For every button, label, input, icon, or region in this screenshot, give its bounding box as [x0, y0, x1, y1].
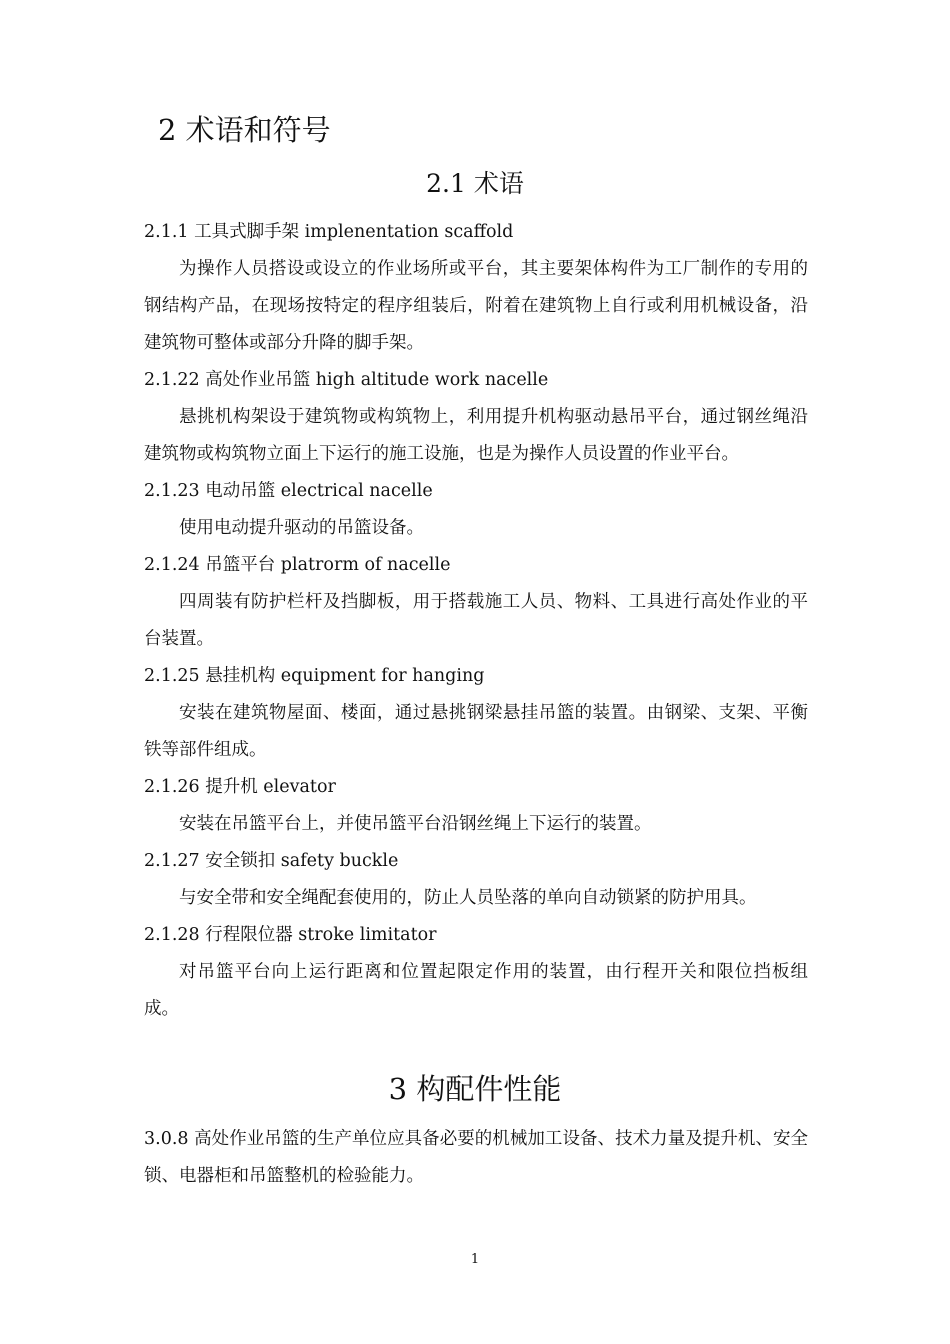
section-title: 2.1 术语: [426, 169, 524, 198]
term-definition: 对吊篮平台向上运行距离和位置起限定作用的装置，由行程开关和限位挡板组成。: [144, 962, 808, 1019]
term-heading: 2.1.23 电动吊篮 electrical nacelle: [144, 481, 433, 501]
term-heading: 2.1.26 提升机 elevator: [144, 777, 336, 797]
term-definition: 为操作人员搭设或设立的作业场所或平台，其主要架体构件为工厂制作的专用的钢结构产品，在现场按特定的程序组装后，附着在建筑物上自行或利用机械设备，沿建筑物可整体或部分升降的脚手架。: [144, 259, 808, 353]
term-heading: 2.1.28 行程限位器 stroke limitator: [144, 925, 437, 945]
clause-text: 3.0.8 高处作业吊篮的生产单位应具备必要的机械加工设备、技术力量及提升机、安全锁、电器柜和吊篮整机的检验能力。: [144, 1129, 808, 1186]
chapter-title: 2 术语和符号: [158, 113, 331, 147]
term-definition: 安装在吊篮平台上，并使吊篮平台沿钢丝绳上下运行的装置。: [179, 814, 652, 834]
chapter-title: 3 构配件性能: [388, 1072, 562, 1106]
terms-list: [144, 214, 808, 1028]
term-heading: 2.1.25 悬挂机构 equipment for hanging: [144, 666, 485, 686]
term-heading: 2.1.27 安全锁扣 safety buckle: [144, 851, 399, 871]
term-definition: 悬挑机构架设于建筑物或构筑物上，利用提升机构驱动悬吊平台，通过钢丝绳沿建筑物或构筑物立面上下运行的施工设施，也是为操作人员设置的作业平台。: [144, 407, 808, 464]
term-heading: 2.1.22 高处作业吊篮 high altitude work nacelle: [144, 370, 549, 390]
term-definition: 与安全带和安全绳配套使用的，防止人员坠落的单向自动锁紧的防护用具。: [179, 888, 757, 908]
term-heading: 2.1.1 工具式脚手架 implenentation scaffold: [144, 222, 514, 242]
term-heading: 2.1.24 吊篮平台 platrorm of nacelle: [144, 555, 451, 575]
term-definition: 四周装有防护栏杆及挡脚板，用于搭载施工人员、物料、工具进行高处作业的平台装置。: [144, 592, 808, 649]
term-definition: 安装在建筑物屋面、楼面，通过悬挑钢梁悬挂吊篮的装置。由钢梁、支架、平衡铁等部件组成。: [144, 703, 808, 760]
term-definition: 使用电动提升驱动的吊篮设备。: [179, 518, 424, 538]
page-number: 1: [470, 1252, 480, 1267]
